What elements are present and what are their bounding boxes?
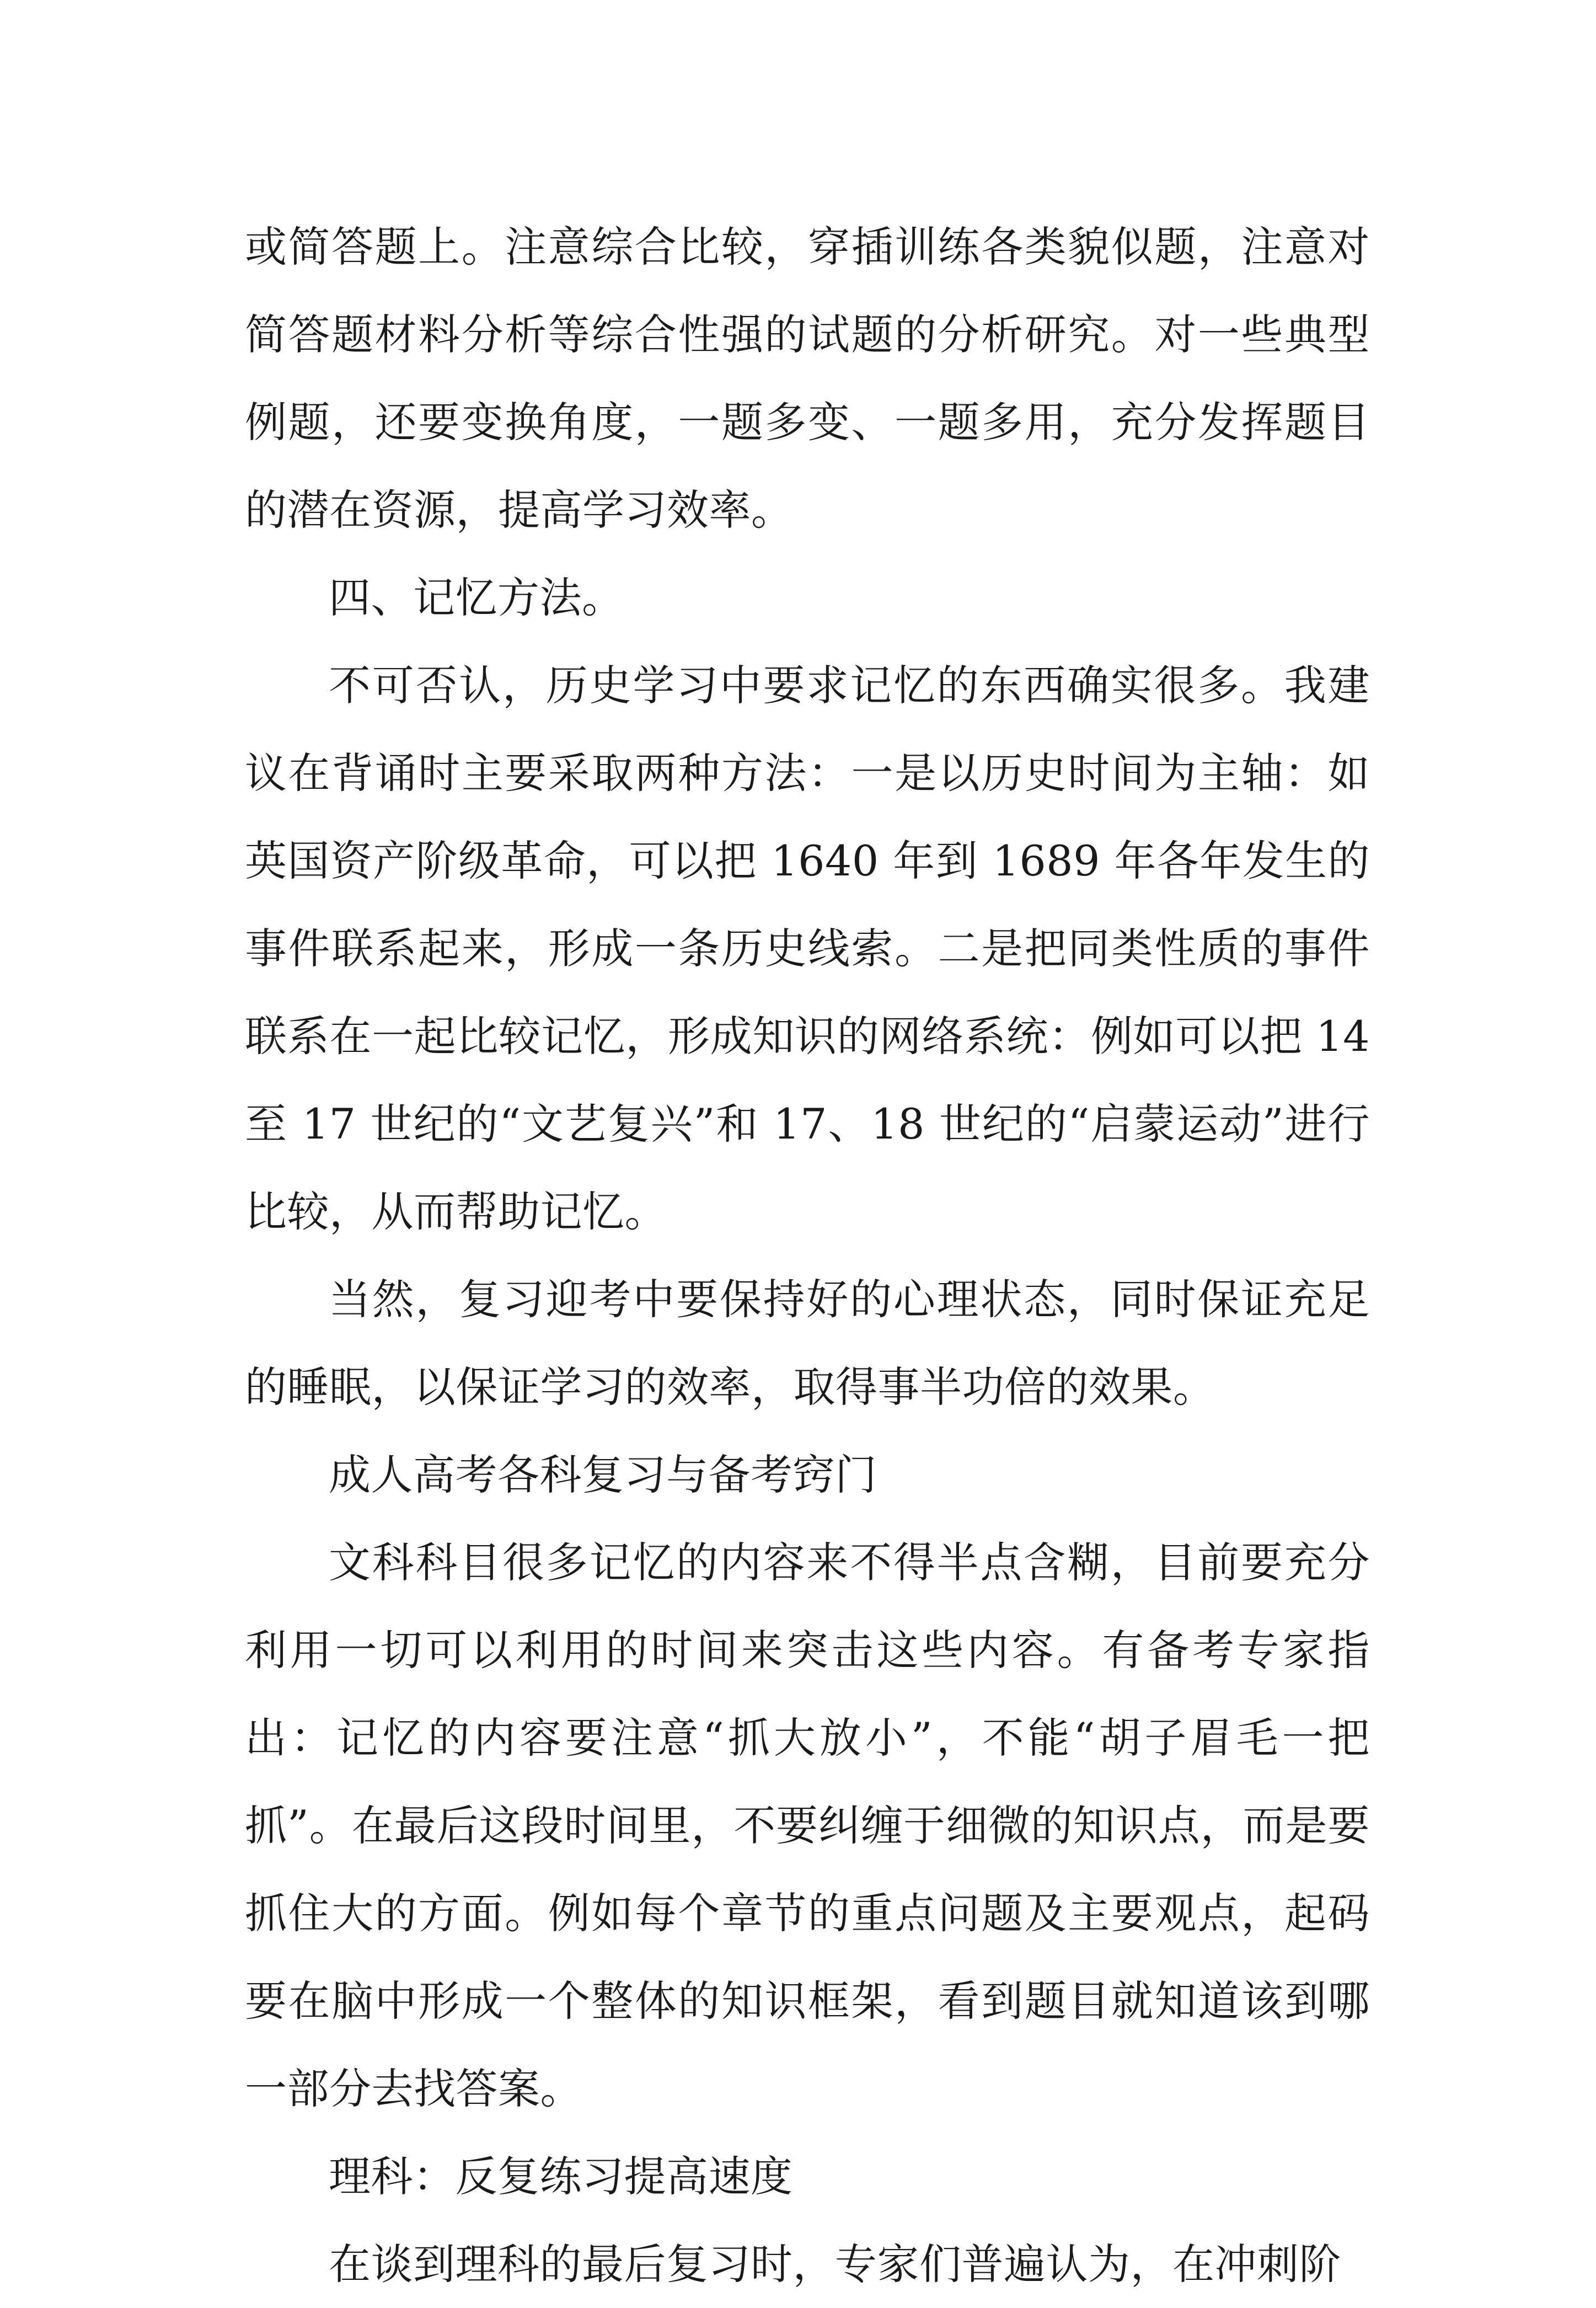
paragraph-mental-state: 当然，复习迎考中要保持好的心理状态，同时保证充足的睡眠，以保证学习的效率，取得事半功倍的效果。 — [245, 1275, 1370, 1412]
document-body — [245, 203, 1370, 2308]
paragraph-liberal-arts: 文科科目很多记忆的内容来不得半点含糊，目前要充分利用一切可以利用的时间来突击这些内容。有备考专家指出：记忆的内容要注意“抓大放小”，不能“胡子眉毛一把抓”。在最后这段时间里，不要纠缠于细微的知识点，而是要抓住大的方面。例如每个章节的重点问题及主要观点，起码要在脑中形成一个整体的知识框架，看到题目就知道该到哪一部分去找答案。 — [245, 1538, 1370, 2113]
paragraph-memory-methods: 不可否认，历史学习中要求记忆的东西确实很多。我建议在背诵时主要采取两种方法：一是以历史时间为主轴：如英国资产阶级革命，可以把 1640 年到 1689 年各年发生的事件联系起来，形成一条历史线索。二是把同类性质的事件联系在一起比较记忆，形成知识的网络系统：例如可以把 14 至 17 世纪的“文艺复兴”和 17、18 世纪的“启蒙运动”进行比较，从而帮助记忆。 — [245, 661, 1370, 1236]
section-heading-science: 理科：反复练习提高速度 — [329, 2152, 793, 2201]
paragraph-continuation: 或简答题上。注意综合比较，穿插训练各类貌似题，注意对简答题材料分析等综合性强的试题的分析研究。对一些典型例题，还要变换角度，一题多变、一题多用，充分发挥题目的潜在资源，提高学习效率。 — [245, 222, 1370, 535]
paragraph-science: 在谈到理科的最后复习时，专家们普遍认为，在冲刺阶 — [329, 2240, 1341, 2289]
section-heading-memory-methods: 四、记忆方法。 — [329, 573, 624, 622]
section-heading-exam-tips: 成人高考各科复习与备考窍门 — [329, 1450, 877, 1499]
